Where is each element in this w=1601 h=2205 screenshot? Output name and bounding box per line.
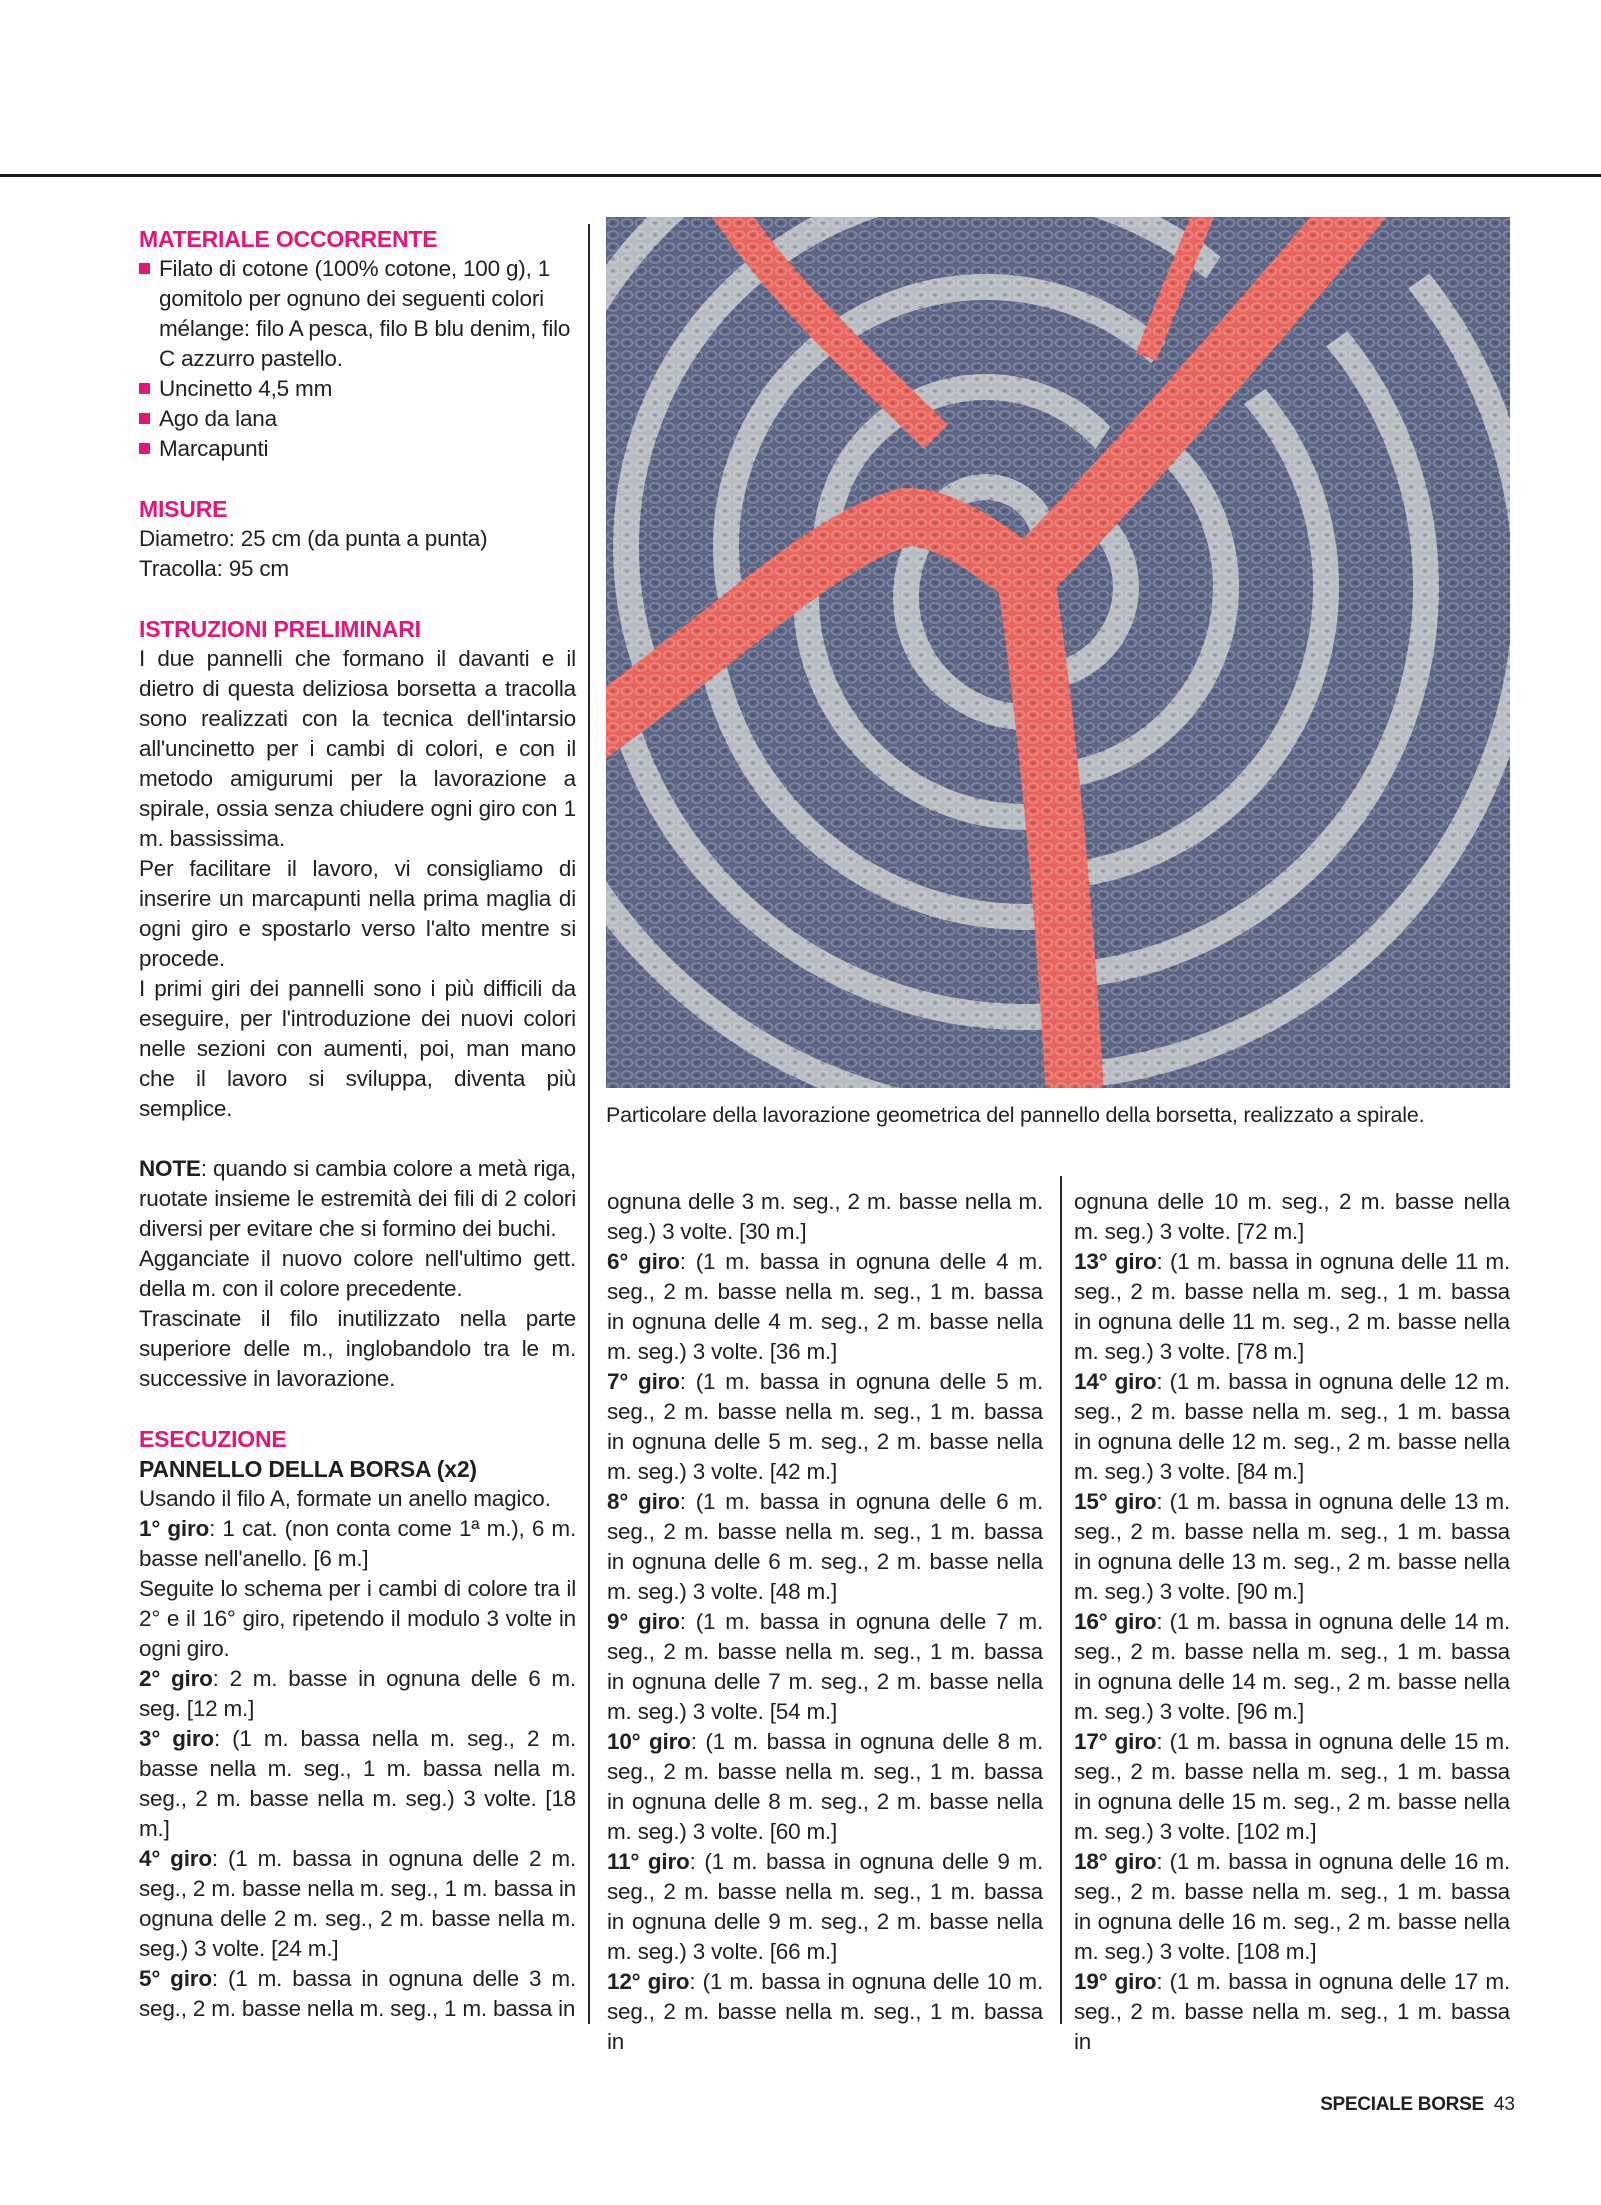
note-paragraph: Agganciate il nuovo colore nell'ultimo gett. della m. con il colore precedente. <box>139 1246 576 1301</box>
giro-instruction: 4° giro: (1 m. bassa in ognuna delle 2 m. seg., 2 m. basse nella m. seg., 1 m. bassa in ognuna delle 2 m. seg., 2 m. basse nella m. seg.) 3 volte. [24 m.] <box>139 1846 576 1961</box>
column-divider <box>1060 1176 1062 2024</box>
misure-diametro: Diametro: 25 cm (da punta a punta) <box>139 526 488 551</box>
materiale-heading: MATERIALE OCCORRENTE <box>139 226 438 252</box>
istruzioni-paragraph: I primi giri dei pannelli sono i più difficili da eseguire, per l'introduzione dei nuovi colori nelle sezioni con aumenti, poi, man mano che il lavoro si sviluppa, diventa più semplice. <box>139 976 576 1121</box>
schema-instruction: Seguite lo schema per i cambi di colore tra il 2° e il 16° giro, ripetendo il modulo 3 volte in ogni giro. <box>139 1576 576 1661</box>
giro-instruction: 11° giro: (1 m. bassa in ognuna delle 9 m. seg., 2 m. basse nella m. seg., 1 m. bassa in ognuna delle 9 m. seg., 2 m. basse nella m. seg.) 3 volte. [66 m.] <box>607 1849 1043 1964</box>
giro-instruction: 19° giro: (1 m. bassa in ognuna delle 17 m. seg., 2 m. basse nella m. seg., 1 m. bassa in <box>1074 1969 1511 2054</box>
misure-heading: MISURE <box>139 496 228 522</box>
material-item: Ago da lana <box>139 404 576 434</box>
giro-instruction: 17° giro: (1 m. bassa in ognuna delle 15 m. seg., 2 m. basse nella m. seg., 1 m. bassa in ognuna delle 15 m. seg., 2 m. basse nella m. seg.) 3 volte. [102 m.] <box>1074 1729 1511 1844</box>
giro-instruction: 7° giro: (1 m. bassa in ognuna delle 5 m. seg., 2 m. basse nella m. seg., 1 m. bassa in ognuna delle 5 m. seg., 2 m. basse nella m. seg.) 3 volte. [42 m.] <box>607 1369 1044 1484</box>
page-number: 43 <box>1493 2094 1515 2115</box>
bullet-square-icon <box>139 413 150 424</box>
giro-instruction: 16° giro: (1 m. bassa in ognuna delle 14 m. seg., 2 m. basse nella m. seg., 1 m. bassa in ognuna delle 14 m. seg., 2 m. basse nella m. seg.) 3 volte. [96 m.] <box>1074 1609 1511 1724</box>
giro-instruction: 10° giro: (1 m. bassa in ognuna delle 8 m. seg., 2 m. basse nella m. seg., 1 m. bassa in ognuna delle 8 m. seg., 2 m. basse nella m. seg.) 3 volte. [60 m.] <box>607 1729 1044 1844</box>
crochet-pattern-illustration <box>606 217 1510 1088</box>
giro-instruction: 9° giro: (1 m. bassa in ognuna delle 7 m. seg., 2 m. basse nella m. seg., 1 m. bassa in ognuna delle 7 m. seg., 2 m. basse nella m. seg.) 3 volte. [54 m.] <box>607 1609 1044 1724</box>
giro-instruction: 5° giro: (1 m. bassa in ognuna delle 3 m. seg., 2 m. basse nella m. seg., 1 m. bassa in <box>139 1966 576 2021</box>
giro-instruction: 8° giro: (1 m. bassa in ognuna delle 6 m. seg., 2 m. basse nella m. seg., 1 m. bassa in ognuna delle 6 m. seg., 2 m. basse nella m. seg.) 3 volte. [48 m.] <box>607 1489 1044 1604</box>
page-footer <box>1320 2094 1515 2116</box>
column-divider <box>588 224 590 2024</box>
crochet-panel-photo <box>606 217 1510 1088</box>
column-middle <box>607 1187 1043 2057</box>
esecuzione-heading: ESECUZIONE <box>139 1426 287 1452</box>
giro-instruction: 1° giro: 1 cat. (non conta come 1ª m.), 6 m. basse nell'anello. [6 m.] <box>139 1516 577 1571</box>
giro-instruction: 18° giro: (1 m. bassa in ognuna delle 16 m. seg., 2 m. basse nella m. seg., 1 m. bassa in ognuna delle 16 m. seg., 2 m. basse nella m. seg.) 3 volte. [108 m.] <box>1074 1849 1511 1964</box>
istruzioni-paragraph: I due pannelli che formano il davanti e il dietro di questa deliziosa borsetta a tracolla sono realizzati con la tecnica dell'intarsio all'uncinetto per i cambi di colori, e con il metodo amigurumi per la lavorazione a spirale, ossia senza chiudere ogni giro con 1 m. bassissima. <box>139 646 576 851</box>
pannello-subheading: PANNELLO DELLA BORSA (x2) <box>139 1456 477 1482</box>
footer-title: SPECIALE BORSE <box>1320 2094 1484 2115</box>
giro-continuation: ognuna delle 10 m. seg., 2 m. basse nella m. seg.) 3 volte. [72 m.] <box>1074 1189 1510 1244</box>
giro-instruction: 13° giro: (1 m. bassa in ognuna delle 11 m. seg., 2 m. basse nella m. seg., 1 m. bassa in ognuna delle 11 m. seg., 2 m. basse nella m. seg.) 3 volte. [78 m.] <box>1074 1249 1510 1364</box>
top-rule <box>0 174 1601 177</box>
column-left <box>139 224 576 2024</box>
istruzioni-heading: ISTRUZIONI PRELIMINARI <box>139 616 421 642</box>
bullet-square-icon <box>139 443 150 454</box>
bullet-square-icon <box>139 263 150 274</box>
note-paragraph: NOTE: quando si cambia colore a metà riga, ruotate insieme le estremità dei fili di 2 colori diversi per evitare che si formino dei buchi. <box>139 1156 576 1241</box>
material-item: Marcapunti <box>139 434 576 464</box>
bullet-square-icon <box>139 383 150 394</box>
note-label: NOTE <box>139 1156 201 1181</box>
column-right <box>1074 1187 1510 2057</box>
misure-tracolla: Tracolla: 95 cm <box>139 556 289 581</box>
giro-continuation: ognuna delle 3 m. seg., 2 m. basse nella m. seg.) 3 volte. [30 m.] <box>607 1189 1043 1244</box>
material-item: Filato di cotone (100% cotone, 100 g), 1 gomitolo per ognuno dei seguenti colori mélange: filo A pesca, filo B blu denim, filo C azzurro pastello. <box>139 254 576 374</box>
giro-instruction: 14° giro: (1 m. bassa in ognuna delle 12 m. seg., 2 m. basse nella m. seg., 1 m. bassa in ognuna delle 12 m. seg., 2 m. basse nella m. seg.) 3 volte. [84 m.] <box>1074 1369 1511 1484</box>
giro-instruction: 12° giro: (1 m. bassa in ognuna delle 10 m. seg., 2 m. basse nella m. seg., 1 m. bassa in <box>607 1969 1044 2054</box>
giro-instruction: 6° giro: (1 m. bassa in ognuna delle 4 m. seg., 2 m. basse nella m. seg., 1 m. bassa in ognuna delle 4 m. seg., 2 m. basse nella m. seg.) 3 volte. [36 m.] <box>607 1249 1044 1364</box>
giro-instruction: 3° giro: (1 m. bassa nella m. seg., 2 m. basse nella m. seg., 1 m. bassa nella m. seg., 2 m. basse nella m. seg.) 3 volte. [18 m.] <box>139 1726 576 1841</box>
giro-instruction: 15° giro: (1 m. bassa in ognuna delle 13 m. seg., 2 m. basse nella m. seg., 1 m. bassa in ognuna delle 13 m. seg., 2 m. basse nella m. seg.) 3 volte. [90 m.] <box>1074 1489 1511 1604</box>
photo-caption: Particolare della lavorazione geometrica del pannello della borsetta, realizzato a spirale. <box>606 1103 1425 1127</box>
giro-instruction: 2° giro: 2 m. basse in ognuna delle 6 m. seg. [12 m.] <box>139 1666 576 1721</box>
istruzioni-paragraph: Per facilitare il lavoro, vi consigliamo di inserire un marcapunti nella prima maglia di ogni giro e spostarlo verso l'alto mentre si procede. <box>139 856 576 971</box>
esecuzione-intro: Usando il filo A, formate un anello magico. <box>139 1486 551 1511</box>
material-item: Uncinetto 4,5 mm <box>139 374 576 404</box>
note-paragraph: Trascinate il filo inutilizzato nella parte superiore delle m., inglobandolo tra le m. successive in lavorazione. <box>139 1306 576 1391</box>
